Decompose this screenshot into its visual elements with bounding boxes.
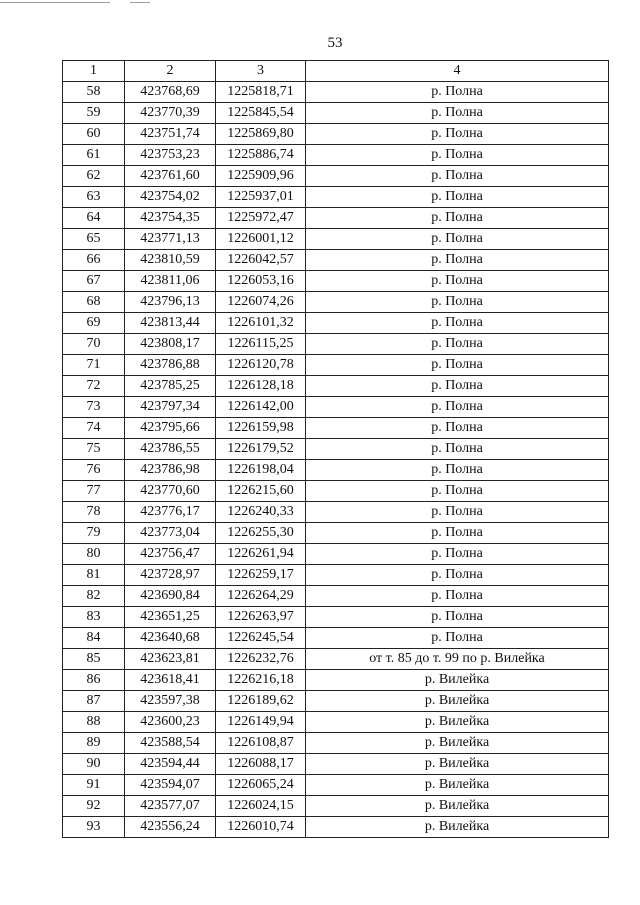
table-row — [63, 313, 609, 334]
point-number-cell: 61 — [63, 145, 125, 166]
x-coordinate-cell: 423776,17 — [125, 502, 216, 523]
point-number-cell: 70 — [63, 334, 125, 355]
y-coordinate-cell: 1226010,74 — [216, 817, 306, 838]
table-row — [63, 145, 609, 166]
table-row — [63, 334, 609, 355]
x-coordinate-cell: 423618,41 — [125, 670, 216, 691]
x-coordinate-cell: 423600,23 — [125, 712, 216, 733]
column-header: 1 — [63, 61, 125, 82]
y-coordinate-cell: 1226120,78 — [216, 355, 306, 376]
point-number-cell: 88 — [63, 712, 125, 733]
description-cell: р. Вилейка — [306, 775, 609, 796]
point-number-cell: 65 — [63, 229, 125, 250]
column-header: 2 — [125, 61, 216, 82]
y-coordinate-cell: 1225909,96 — [216, 166, 306, 187]
x-coordinate-cell: 423756,47 — [125, 544, 216, 565]
y-coordinate-cell: 1226263,97 — [216, 607, 306, 628]
x-coordinate-cell: 423761,60 — [125, 166, 216, 187]
table-row — [63, 775, 609, 796]
x-coordinate-cell: 423770,60 — [125, 481, 216, 502]
x-coordinate-cell: 423773,04 — [125, 523, 216, 544]
point-number-cell: 73 — [63, 397, 125, 418]
table-row — [63, 817, 609, 838]
table-row — [63, 523, 609, 544]
y-coordinate-cell: 1226240,33 — [216, 502, 306, 523]
table-row — [63, 460, 609, 481]
y-coordinate-cell: 1226189,62 — [216, 691, 306, 712]
description-cell: р. Вилейка — [306, 817, 609, 838]
column-header: 4 — [306, 61, 609, 82]
table-row — [63, 586, 609, 607]
y-coordinate-cell: 1226215,60 — [216, 481, 306, 502]
x-coordinate-cell: 423623,81 — [125, 649, 216, 670]
x-coordinate-cell: 423786,55 — [125, 439, 216, 460]
x-coordinate-cell: 423728,97 — [125, 565, 216, 586]
y-coordinate-cell: 1226001,12 — [216, 229, 306, 250]
point-number-cell: 83 — [63, 607, 125, 628]
x-coordinate-cell: 423556,24 — [125, 817, 216, 838]
point-number-cell: 91 — [63, 775, 125, 796]
y-coordinate-cell: 1226216,18 — [216, 670, 306, 691]
point-number-cell: 87 — [63, 691, 125, 712]
x-coordinate-cell: 423770,39 — [125, 103, 216, 124]
point-number-cell: 84 — [63, 628, 125, 649]
table-row — [63, 355, 609, 376]
description-cell: р. Полна — [306, 460, 609, 481]
x-coordinate-cell: 423594,44 — [125, 754, 216, 775]
description-cell: р. Полна — [306, 229, 609, 250]
table-row — [63, 544, 609, 565]
description-cell: р. Полна — [306, 82, 609, 103]
point-number-cell: 86 — [63, 670, 125, 691]
y-coordinate-cell: 1226179,52 — [216, 439, 306, 460]
description-cell: р. Вилейка — [306, 691, 609, 712]
x-coordinate-cell: 423813,44 — [125, 313, 216, 334]
description-cell: р. Полна — [306, 292, 609, 313]
description-cell: р. Полна — [306, 124, 609, 145]
point-number-cell: 74 — [63, 418, 125, 439]
point-number-cell: 71 — [63, 355, 125, 376]
point-number-cell: 62 — [63, 166, 125, 187]
y-coordinate-cell: 1226261,94 — [216, 544, 306, 565]
y-coordinate-cell: 1225886,74 — [216, 145, 306, 166]
table-row — [63, 397, 609, 418]
y-coordinate-cell: 1226053,16 — [216, 271, 306, 292]
x-coordinate-cell: 423640,68 — [125, 628, 216, 649]
description-cell: р. Полна — [306, 565, 609, 586]
x-coordinate-cell: 423797,34 — [125, 397, 216, 418]
scan-artifact-line — [0, 2, 110, 3]
page-number: 53 — [327, 35, 343, 51]
point-number-cell: 60 — [63, 124, 125, 145]
description-cell: р. Полна — [306, 397, 609, 418]
point-number-cell: 93 — [63, 817, 125, 838]
x-coordinate-cell: 423753,23 — [125, 145, 216, 166]
table-row — [63, 82, 609, 103]
table-row — [63, 229, 609, 250]
table-row — [63, 250, 609, 271]
point-number-cell: 68 — [63, 292, 125, 313]
description-cell: р. Полна — [306, 166, 609, 187]
table-row — [63, 376, 609, 397]
x-coordinate-cell: 423690,84 — [125, 586, 216, 607]
table-row — [63, 103, 609, 124]
description-cell: р. Полна — [306, 271, 609, 292]
y-coordinate-cell: 1226115,25 — [216, 334, 306, 355]
point-number-cell: 89 — [63, 733, 125, 754]
y-coordinate-cell: 1226264,29 — [216, 586, 306, 607]
point-number-cell: 77 — [63, 481, 125, 502]
table-row — [63, 271, 609, 292]
table-row — [63, 439, 609, 460]
coordinates-table — [62, 60, 609, 838]
y-coordinate-cell: 1225818,71 — [216, 82, 306, 103]
description-cell: р. Вилейка — [306, 712, 609, 733]
table-row — [63, 691, 609, 712]
description-cell: р. Полна — [306, 544, 609, 565]
x-coordinate-cell: 423808,17 — [125, 334, 216, 355]
y-coordinate-cell: 1226255,30 — [216, 523, 306, 544]
table-row — [63, 502, 609, 523]
table-row — [63, 565, 609, 586]
table-body — [63, 82, 609, 838]
description-cell: р. Вилейка — [306, 796, 609, 817]
point-number-cell: 78 — [63, 502, 125, 523]
table-row — [63, 124, 609, 145]
y-coordinate-cell: 1226088,17 — [216, 754, 306, 775]
table-row — [63, 796, 609, 817]
point-number-cell: 69 — [63, 313, 125, 334]
y-coordinate-cell: 1226128,18 — [216, 376, 306, 397]
x-coordinate-cell: 423811,06 — [125, 271, 216, 292]
point-number-cell: 59 — [63, 103, 125, 124]
description-cell: р. Полна — [306, 439, 609, 460]
x-coordinate-cell: 423597,38 — [125, 691, 216, 712]
point-number-cell: 82 — [63, 586, 125, 607]
y-coordinate-cell: 1226042,57 — [216, 250, 306, 271]
x-coordinate-cell: 423651,25 — [125, 607, 216, 628]
scan-artifact-line — [130, 2, 150, 3]
x-coordinate-cell: 423795,66 — [125, 418, 216, 439]
y-coordinate-cell: 1225845,54 — [216, 103, 306, 124]
description-cell: р. Полна — [306, 586, 609, 607]
point-number-cell: 66 — [63, 250, 125, 271]
table-row — [63, 166, 609, 187]
description-cell: р. Вилейка — [306, 754, 609, 775]
y-coordinate-cell: 1226232,76 — [216, 649, 306, 670]
table-row — [63, 628, 609, 649]
x-coordinate-cell: 423786,88 — [125, 355, 216, 376]
table-row — [63, 481, 609, 502]
description-cell: р. Полна — [306, 502, 609, 523]
y-coordinate-cell: 1225972,47 — [216, 208, 306, 229]
x-coordinate-cell: 423810,59 — [125, 250, 216, 271]
y-coordinate-cell: 1226159,98 — [216, 418, 306, 439]
point-number-cell: 90 — [63, 754, 125, 775]
point-number-cell: 75 — [63, 439, 125, 460]
table-row — [63, 208, 609, 229]
column-header: 3 — [216, 61, 306, 82]
x-coordinate-cell: 423786,98 — [125, 460, 216, 481]
description-cell: р. Вилейка — [306, 670, 609, 691]
point-number-cell: 67 — [63, 271, 125, 292]
table-row — [63, 712, 609, 733]
table-row — [63, 670, 609, 691]
table-header-row — [63, 61, 609, 82]
y-coordinate-cell: 1226024,15 — [216, 796, 306, 817]
y-coordinate-cell: 1226101,32 — [216, 313, 306, 334]
y-coordinate-cell: 1226259,17 — [216, 565, 306, 586]
description-cell: р. Полна — [306, 376, 609, 397]
table-row — [63, 187, 609, 208]
description-cell: р. Полна — [306, 187, 609, 208]
point-number-cell: 80 — [63, 544, 125, 565]
description-cell: р. Полна — [306, 355, 609, 376]
table-row — [63, 754, 609, 775]
point-number-cell: 72 — [63, 376, 125, 397]
description-cell: р. Полна — [306, 607, 609, 628]
description-cell: р. Полна — [306, 313, 609, 334]
table-row — [63, 607, 609, 628]
y-coordinate-cell: 1226149,94 — [216, 712, 306, 733]
description-cell: от т. 85 до т. 99 по р. Вилейка — [306, 649, 609, 670]
y-coordinate-cell: 1226142,00 — [216, 397, 306, 418]
description-cell: р. Вилейка — [306, 733, 609, 754]
x-coordinate-cell: 423754,02 — [125, 187, 216, 208]
description-cell: р. Полна — [306, 418, 609, 439]
x-coordinate-cell: 423785,25 — [125, 376, 216, 397]
point-number-cell: 79 — [63, 523, 125, 544]
table-row — [63, 418, 609, 439]
description-cell: р. Полна — [306, 208, 609, 229]
table-row — [63, 649, 609, 670]
description-cell: р. Полна — [306, 481, 609, 502]
y-coordinate-cell: 1226074,26 — [216, 292, 306, 313]
x-coordinate-cell: 423768,69 — [125, 82, 216, 103]
description-cell: р. Полна — [306, 103, 609, 124]
point-number-cell: 64 — [63, 208, 125, 229]
y-coordinate-cell: 1226198,04 — [216, 460, 306, 481]
table-row — [63, 292, 609, 313]
point-number-cell: 85 — [63, 649, 125, 670]
point-number-cell: 63 — [63, 187, 125, 208]
y-coordinate-cell: 1226108,87 — [216, 733, 306, 754]
point-number-cell: 92 — [63, 796, 125, 817]
description-cell: р. Полна — [306, 145, 609, 166]
x-coordinate-cell: 423594,07 — [125, 775, 216, 796]
point-number-cell: 76 — [63, 460, 125, 481]
y-coordinate-cell: 1225869,80 — [216, 124, 306, 145]
description-cell: р. Полна — [306, 523, 609, 544]
description-cell: р. Полна — [306, 334, 609, 355]
y-coordinate-cell: 1226245,54 — [216, 628, 306, 649]
x-coordinate-cell: 423751,74 — [125, 124, 216, 145]
point-number-cell: 58 — [63, 82, 125, 103]
table-row — [63, 733, 609, 754]
y-coordinate-cell: 1225937,01 — [216, 187, 306, 208]
y-coordinate-cell: 1226065,24 — [216, 775, 306, 796]
x-coordinate-cell: 423771,13 — [125, 229, 216, 250]
x-coordinate-cell: 423796,13 — [125, 292, 216, 313]
x-coordinate-cell: 423754,35 — [125, 208, 216, 229]
description-cell: р. Полна — [306, 628, 609, 649]
x-coordinate-cell: 423577,07 — [125, 796, 216, 817]
x-coordinate-cell: 423588,54 — [125, 733, 216, 754]
description-cell: р. Полна — [306, 250, 609, 271]
point-number-cell: 81 — [63, 565, 125, 586]
